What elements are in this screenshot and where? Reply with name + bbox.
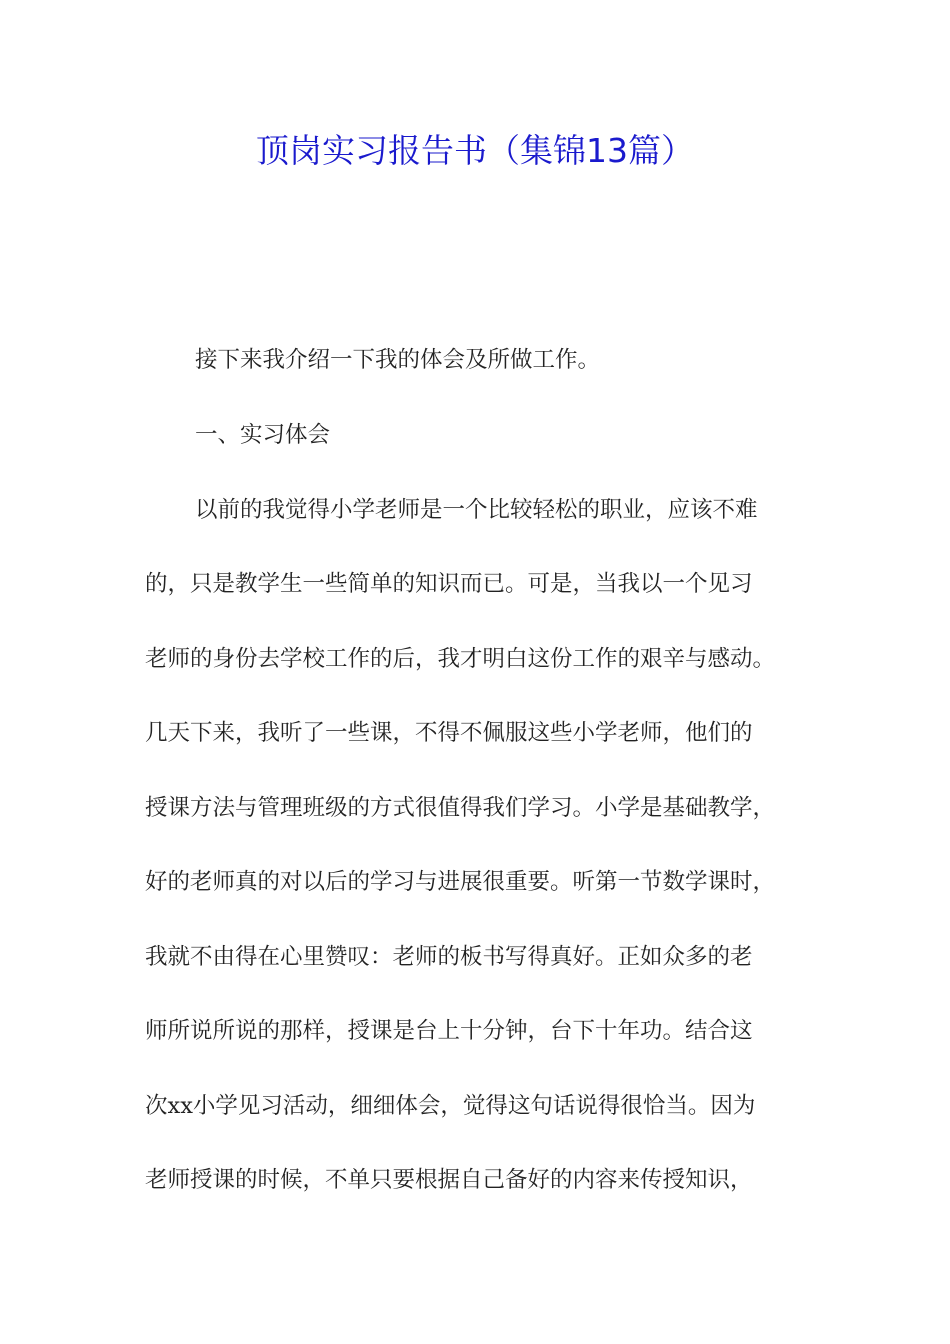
body-line: 的，只是教学生一些简单的知识而已。可是，当我以一个见习 [145, 571, 753, 597]
body-line: 以前的我觉得小学老师是一个比较轻松的职业，应该不难 [195, 497, 758, 523]
body-line: 好的老师真的对以后的学习与进展很重要。听第一节数学课时， [145, 869, 776, 895]
body-line: 几天下来，我听了一些课，不得不佩服这些小学老师，他们的 [145, 720, 753, 746]
body-line: 老师授课的时候，不单只要根据自己备好的内容来传授知识， [145, 1167, 753, 1193]
body-line: 老师的身份去学校工作的后，我才明白这份工作的艰辛与感动。 [145, 646, 776, 672]
section-heading: 一、实习体会 [195, 422, 331, 448]
body-line: 我就不由得在心里赞叹：老师的板书写得真好。正如众多的老 [145, 944, 753, 970]
body-line: 师所说所说的那样，授课是台上十分钟，台下十年功。结合这 [145, 1018, 753, 1044]
body-line: 次xx小学见习活动，细细体会，觉得这句话说得很恰当。因为 [145, 1093, 756, 1119]
body-line: 授课方法与管理班级的方式很值得我们学习。小学是基础教学， [145, 795, 776, 821]
paragraph-intro: 接下来我介绍一下我的体会及所做工作。 [195, 347, 601, 373]
document-title: 顶岗实习报告书（集锦13篇） [256, 131, 694, 170]
